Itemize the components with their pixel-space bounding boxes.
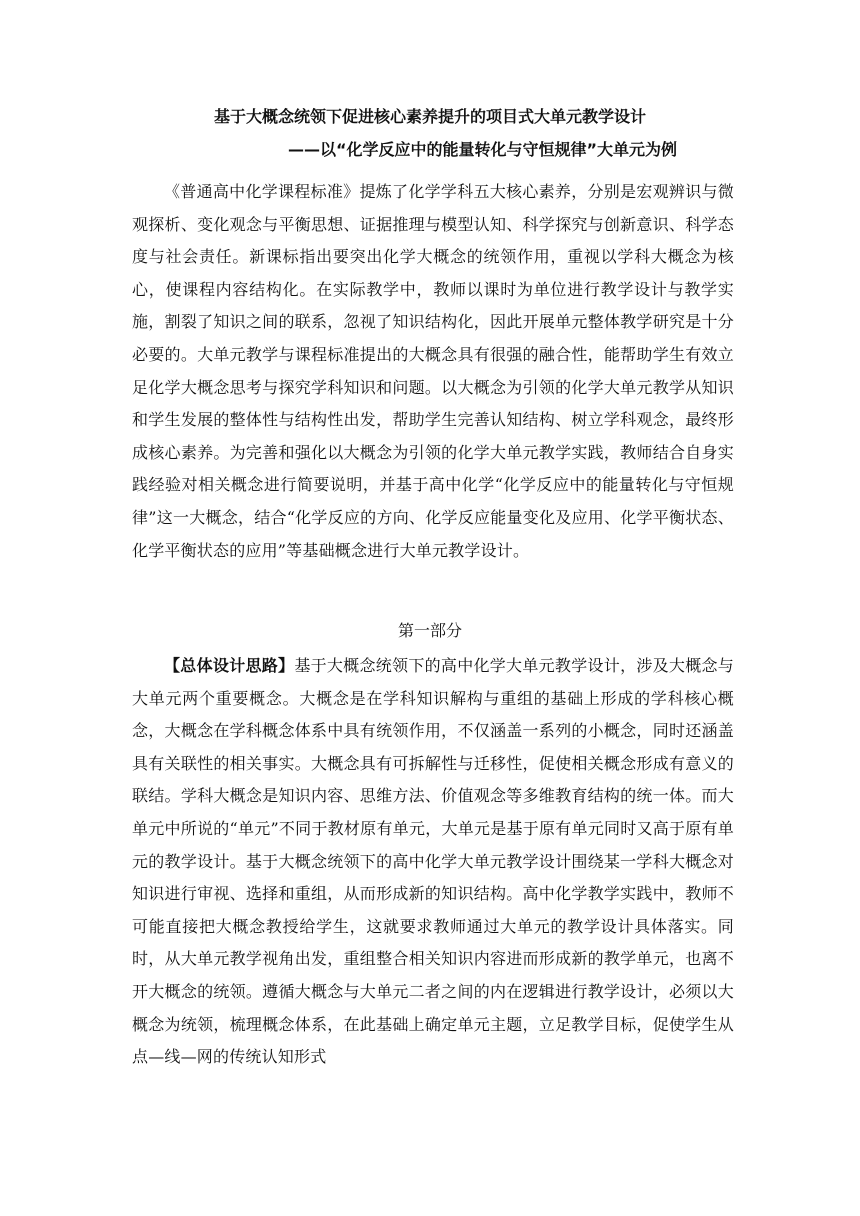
section-heading: 第一部分 [397,621,462,640]
section-lead: 【总体设计思路】 [164,656,295,675]
section-paragraph-text: 基于大概念统领下的高中化学大单元教学设计，涉及大概念与大单元两个重要概念。大概念是在学科知识解构与重组的基础上形成的学科核心概念，大概念在学科概念体系中具有统领作用，不仅涵盖一系列的小概念，同时还涵盖具有关联性的相关事实。大概念具有可拆解性与迁移性，促使相关概念形成有意义的联结。学科大概念是知识内容、思维方法、价值观念等多维教育结构的统一体。而大单元中所说的“单元”不同于教材原有单元，大单元是基于原有单元同时又高于原有单元的教学设计。基于大概念统领下的高中化学大单元教学设计围绕某一学科大概念对知识进行审视、选择和重组，从而形成新的知识结构。高中化学教学实践中，教师不可能直接把大概念教授给学生，这就要求教师通过大单元的教学设计具体落实。同时，从大单元教学视角出发，重组整合相关知识内容进而形成新的教学单元，也离不开大概念的统领。遵循大概念与大单元二者之间的内在逻辑进行教学设计，必须以大概念为统领，梳理概念体系，在此基础上确定单元主题，立足教学目标，促使学生从点—线—网的传统认知形式 [132,656,734,1067]
document-title: 基于大概念统领下促进核心素养提升的项目式大单元教学设计 [213,107,646,126]
section-paragraph [132,650,734,1074]
document-subtitle: ——以“化学反应中的能量转化与守恒规律”大单元为例 [288,140,678,159]
intro-paragraph: 《普通高中化学课程标准》提炼了化学学科五大核心素养，分别是宏观辨识与微观探析、变化观念与平衡思想、证据推理与模型认知、科学探究与创新意识、科学态度与社会责任。新课标指出要突出化学大概念的统领作用，重视以学科大概念为核心，使课程内容结构化。在实际教学中，教师以课时为单位进行教学设计与教学实施，割裂了知识之间的联系，忽视了知识结构化，因此开展单元整体教学研究是十分必要的。大单元教学与课程标准提出的大概念具有很强的融合性，能帮助学生有效立足化学大概念思考与探究学科知识和问题。以大概念为引领的化学大单元教学从知识和学生发展的整体性与结构性出发，帮助学生完善认知结构、树立学科观念，最终形成核心素养。为完善和强化以大概念为引领的化学大单元教学实践，教师结合自身实践经验对相关概念进行简要说明，并基于高中化学“化学反应中的能量转化与守恒规律”这一大概念，结合“化学反应的方向、化学反应能量变化及应用、化学平衡状态、化学平衡状态的应用”等基础概念进行大单元教学设计。 [132,182,734,560]
